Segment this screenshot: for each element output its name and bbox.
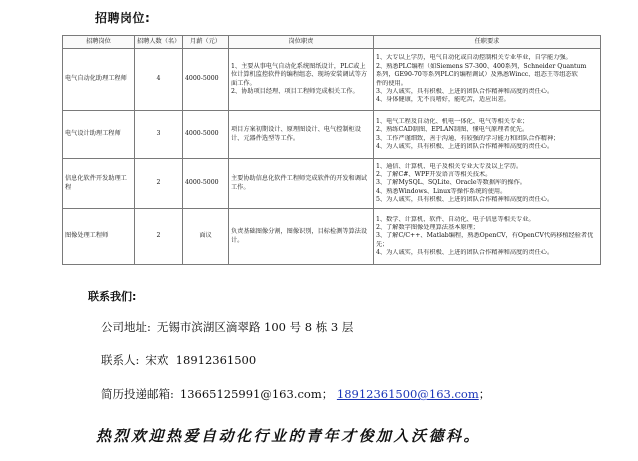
requirement-line: 1、数学、计算机、软件、自动化、电子信息等相关专业。	[376, 215, 535, 223]
table-header-row	[63, 36, 601, 49]
requirement-line: 2、熟悉PLC编程（如Siemens S7-300、400系列，Schneider Quantum	[376, 62, 587, 70]
requirement-line: 系列，GE90-70等系列PLC的编程调试）及熟悉Wincc、组态王等组态软	[376, 71, 578, 79]
requirement-line: 2、熟练CAD制图、EPLAN制图、懂电气原理者优先。	[376, 126, 529, 134]
email-line	[101, 386, 490, 402]
table-row	[63, 49, 601, 111]
position-cell: 电气自动化助理工程师	[63, 49, 135, 111]
header-position: 招聘岗位	[63, 36, 135, 49]
contact-person-label: 联系人:	[101, 353, 140, 367]
requirement-line: 2、了解C#、WPF开发语言等相关技术。	[376, 170, 492, 178]
address-value: 无锡市滨湖区滴翠路 100 号 8 栋 3 层	[156, 320, 354, 334]
duties-cell: 主要协助信息化软件工程师完成软件的开发和调试工作。	[229, 159, 374, 209]
requirement-line: 1、电气工程及自动化、机电一体化、电气等相关专业；	[376, 117, 529, 125]
email-end: ；	[478, 387, 491, 401]
contact-person-line	[101, 352, 256, 368]
requirement-line: 3、工作严谨细致，善于沟通，有较强的学习能力和团队合作精神；	[376, 134, 560, 142]
count-cell: 2	[135, 159, 183, 209]
table-row	[63, 111, 601, 159]
count-cell: 2	[135, 209, 183, 265]
requirement-line: 4、身体健康，无不良嗜好，能吃苦，适应出差。	[376, 96, 510, 104]
duties-cell: 1、主要从事电气自动化系统图纸设计，PLC或上位计算机监控软件的编程组态、现场安装调试等方面工作。 2、协助项目经理、项目工程师完成相关工作。	[229, 49, 374, 111]
email-value-1: 13665125991@163.com；	[179, 387, 334, 401]
requirement-line: 1、通信、计算机、电子及相关专业大专及以上学历。	[376, 162, 523, 170]
position-cell: 图像处理工程师	[63, 209, 135, 265]
salary-cell: 4000-5000	[183, 159, 229, 209]
requirement-line: 5、为人诚实，具有积极、上进的团队合作精神和高度的责任心。	[376, 196, 554, 204]
requirement-line: 4、为人诚实，具有积极、上进的团队合作精神和高度的责任心。	[376, 249, 554, 257]
requirement-line: 3、了解C/C++、Matlab编程，熟悉OpenCV，有OpenCV代码移植经验者优	[376, 232, 594, 240]
email-link[interactable]: 18912361500@163.com	[336, 387, 479, 401]
count-cell: 4	[135, 49, 183, 111]
requirement-line: 件的使用。	[376, 79, 407, 87]
requirement-line: 4、为人诚实，具有积极、上进的团队合作精神和高度的责任心。	[376, 142, 554, 150]
requirement-line: 3、了解MySQL、SQLite、Oracle等数据库的操作。	[376, 179, 526, 187]
contact-title: 联系我们:	[88, 290, 137, 303]
email-label: 简历投递邮箱:	[101, 387, 174, 401]
requirement-line: 4、熟悉Windows、Linux等操作系统的使用。	[376, 187, 507, 195]
requirement-line: 1、大专以上学历，电气自动化或自动控制相关专业毕业，自学能力强。	[376, 54, 572, 62]
salary-cell: 4000-5000	[183, 111, 229, 159]
header-count: 招聘人数（名）	[135, 36, 183, 49]
table-row	[63, 209, 601, 265]
position-cell: 电气设计助理工程师	[63, 111, 135, 159]
requirement-line: 先；	[376, 240, 389, 248]
contact-person-value: 宋欢 18912361500	[145, 353, 257, 367]
jobs-table	[62, 35, 601, 265]
requirements-cell	[374, 159, 601, 209]
requirements-cell	[374, 49, 601, 111]
address-label: 公司地址:	[101, 320, 151, 334]
requirement-line: 2、了解数字图像处理算法基本原理；	[376, 223, 479, 231]
duties-cell: 项目方案初期设计、原理图设计、电气控制柜设计、元器件选型等工作。	[229, 111, 374, 159]
requirement-line: 3、为人诚实，具有积极、上进的团队合作精神和高度的责任心。	[376, 87, 554, 95]
header-requirements: 任职要求	[374, 36, 601, 49]
requirements-cell	[374, 111, 601, 159]
address-line	[101, 319, 353, 335]
position-cell: 信息化软件开发助理工程	[63, 159, 135, 209]
duties-cell: 负责基础图像分割，图像识别，目标检测等算法设计。	[229, 209, 374, 265]
header-duties: 岗位职责	[229, 36, 374, 49]
count-cell: 3	[135, 111, 183, 159]
salary-cell: 4000-5000	[183, 49, 229, 111]
requirements-cell	[374, 209, 601, 265]
header-salary: 月薪（元）	[183, 36, 229, 49]
slogan: 热烈欢迎热爱自动化行业的青年才俊加入沃德科。	[96, 427, 482, 445]
table-row	[63, 159, 601, 209]
section-title: 招聘岗位:	[95, 11, 151, 25]
salary-cell: 面议	[183, 209, 229, 265]
